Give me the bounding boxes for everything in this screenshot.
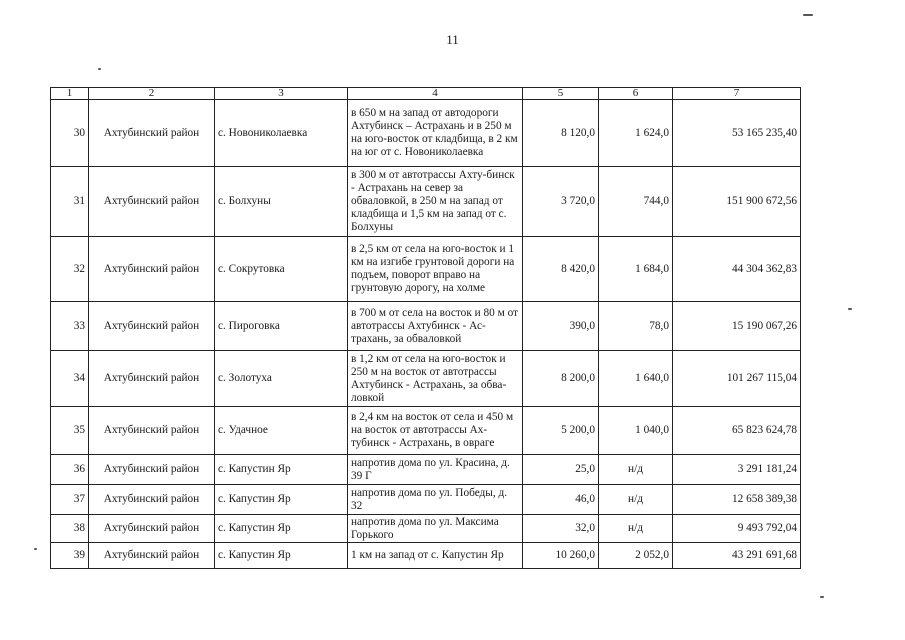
cost-cell: 43 291 691,68 xyxy=(673,543,801,569)
area-cell: 5 200,0 xyxy=(523,407,599,455)
settlement-cell: с. Сокрутовка xyxy=(215,237,348,302)
district-cell: Ахтубинский район xyxy=(89,167,215,237)
scan-speck xyxy=(848,308,852,310)
district-cell: Ахтубинский район xyxy=(89,515,215,543)
row-number: 32 xyxy=(51,237,89,302)
cost-cell: 9 493 792,04 xyxy=(673,515,801,543)
row-number: 35 xyxy=(51,407,89,455)
location-cell: в 2,5 км от села на юго-восток и 1 км на изгибе грунтовой дороги на подъем, поворот вправо на грунтовую дорогу, на холме xyxy=(348,237,523,302)
scan-speck xyxy=(820,596,824,598)
settlement-cell: с. Золотуха xyxy=(215,351,348,407)
location-cell: в 700 м от села на восток и 80 м от автотрассы Ахтубинск - Ас-трахань, за обваловкой xyxy=(348,302,523,351)
row-number: 36 xyxy=(51,455,89,485)
location-cell: 1 км на запад от с. Капустин Яр xyxy=(348,543,523,569)
column-number: 2 xyxy=(89,88,215,100)
row-number: 39 xyxy=(51,543,89,569)
settlement-cell: с. Капустин Яр xyxy=(215,515,348,543)
part-cell: н/д xyxy=(599,455,673,485)
page-number: 11 xyxy=(446,32,459,47)
part-cell: н/д xyxy=(599,515,673,543)
column-number: 5 xyxy=(523,88,599,100)
table-row xyxy=(51,237,801,302)
scan-speck xyxy=(98,68,101,70)
sites-table xyxy=(50,87,801,569)
table-row xyxy=(51,407,801,455)
column-number: 4 xyxy=(348,88,523,100)
area-cell: 3 720,0 xyxy=(523,167,599,237)
row-number: 31 xyxy=(51,167,89,237)
table-row xyxy=(51,167,801,237)
location-cell: в 2,4 км на восток от села и 450 м на восток от автотрассы Ах-тубинск - Астрахань, в овраге xyxy=(348,407,523,455)
cost-cell: 53 165 235,40 xyxy=(673,100,801,167)
area-cell: 32,0 xyxy=(523,515,599,543)
location-cell: в 650 м на запад от автодороги Ахтубинск – Астрахань и в 250 м на юго-восток от кладбища, в 2 км на юг от с. Новониколаевка xyxy=(348,100,523,167)
scan-speck xyxy=(803,14,813,16)
part-cell: 1 684,0 xyxy=(599,237,673,302)
cost-cell: 65 823 624,78 xyxy=(673,407,801,455)
cost-cell: 101 267 115,04 xyxy=(673,351,801,407)
location-cell: напротив дома по ул. Победы, д. 32 xyxy=(348,485,523,515)
settlement-cell: с. Пироговка xyxy=(215,302,348,351)
settlement-cell: с. Капустин Яр xyxy=(215,455,348,485)
row-number: 34 xyxy=(51,351,89,407)
area-cell: 390,0 xyxy=(523,302,599,351)
area-cell: 46,0 xyxy=(523,485,599,515)
column-number: 6 xyxy=(599,88,673,100)
district-cell: Ахтубинский район xyxy=(89,302,215,351)
scan-speck xyxy=(34,548,37,550)
area-cell: 8 420,0 xyxy=(523,237,599,302)
settlement-cell: с. Капустин Яр xyxy=(215,543,348,569)
row-number: 30 xyxy=(51,100,89,167)
table-row xyxy=(51,302,801,351)
row-number: 37 xyxy=(51,485,89,515)
cost-cell: 3 291 181,24 xyxy=(673,455,801,485)
table-row xyxy=(51,351,801,407)
part-cell: 78,0 xyxy=(599,302,673,351)
cost-cell: 151 900 672,56 xyxy=(673,167,801,237)
cost-cell: 15 190 067,26 xyxy=(673,302,801,351)
area-cell: 25,0 xyxy=(523,455,599,485)
location-cell: напротив дома по ул. Максима Горького xyxy=(348,515,523,543)
row-number: 38 xyxy=(51,515,89,543)
column-number-row xyxy=(51,88,801,100)
district-cell: Ахтубинский район xyxy=(89,485,215,515)
row-number: 33 xyxy=(51,302,89,351)
area-cell: 10 260,0 xyxy=(523,543,599,569)
part-cell: 744,0 xyxy=(599,167,673,237)
area-cell: 8 120,0 xyxy=(523,100,599,167)
column-number: 7 xyxy=(673,88,801,100)
district-cell: Ахтубинский район xyxy=(89,351,215,407)
table-row xyxy=(51,100,801,167)
district-cell: Ахтубинский район xyxy=(89,407,215,455)
district-cell: Ахтубинский район xyxy=(89,455,215,485)
part-cell: 1 640,0 xyxy=(599,351,673,407)
part-cell: 1 040,0 xyxy=(599,407,673,455)
cost-cell: 12 658 389,38 xyxy=(673,485,801,515)
area-cell: 8 200,0 xyxy=(523,351,599,407)
location-cell: в 300 м от автотрассы Ахту-бинск - Астрахань на север за обваловкой, в 250 м на запад от кладбища и 1,5 км на запад от с. Болхуны xyxy=(348,167,523,237)
location-cell: в 1,2 км от села на юго-восток и 250 м на восток от автотрассы Ахтубинск - Астрахань, за обва-ловкой xyxy=(348,351,523,407)
table-row xyxy=(51,543,801,569)
settlement-cell: с. Капустин Яр xyxy=(215,485,348,515)
location-cell: напротив дома по ул. Красина, д. 39 Г xyxy=(348,455,523,485)
settlement-cell: с. Удачное xyxy=(215,407,348,455)
settlement-cell: с. Новониколаевка xyxy=(215,100,348,167)
district-cell: Ахтубинский район xyxy=(89,237,215,302)
column-number: 3 xyxy=(215,88,348,100)
column-number: 1 xyxy=(51,88,89,100)
table-row xyxy=(51,485,801,515)
table-row xyxy=(51,455,801,485)
table-row xyxy=(51,515,801,543)
part-cell: н/д xyxy=(599,485,673,515)
district-cell: Ахтубинский район xyxy=(89,543,215,569)
part-cell: 1 624,0 xyxy=(599,100,673,167)
district-cell: Ахтубинский район xyxy=(89,100,215,167)
cost-cell: 44 304 362,83 xyxy=(673,237,801,302)
part-cell: 2 052,0 xyxy=(599,543,673,569)
settlement-cell: с. Болхуны xyxy=(215,167,348,237)
